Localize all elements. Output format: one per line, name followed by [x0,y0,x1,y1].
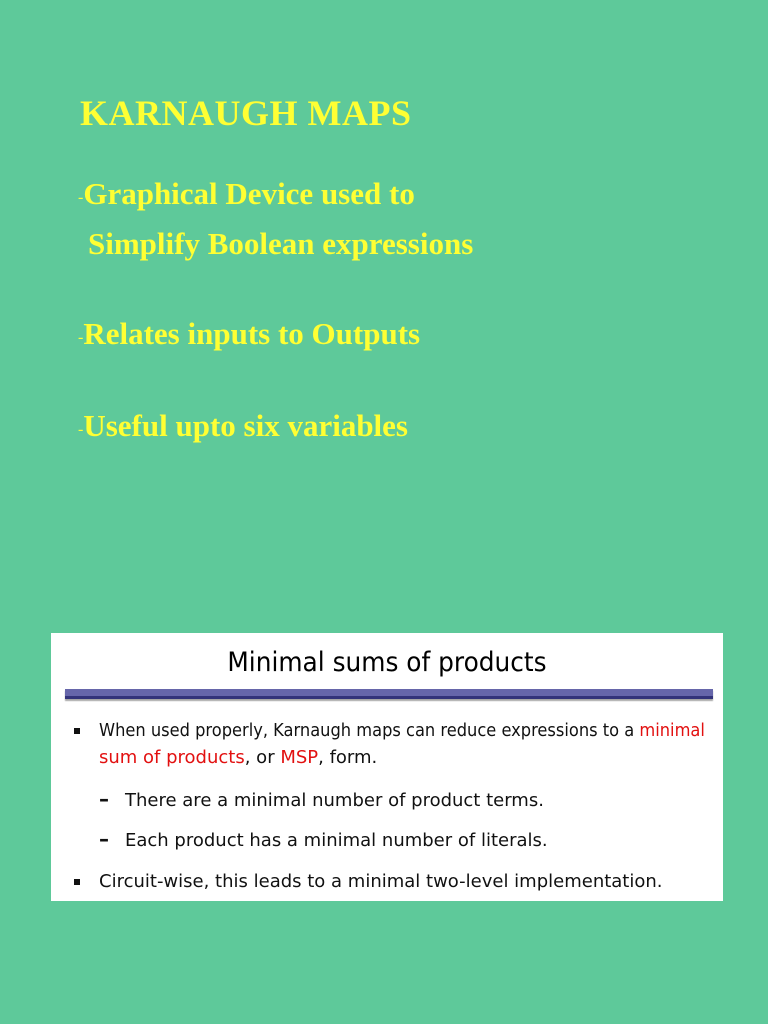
sub-point-2: Each product has a minimal number of literals. [125,830,548,851]
sub-bullet-dash: – [99,827,109,851]
bullet-text-line1: Graphical Device used to [83,176,415,211]
point-1-text-mid: , or [244,747,281,768]
sub-point-1: There are a minimal number of product terms. [125,790,544,811]
bullet-text: Relates inputs to Outputs [83,316,421,351]
point-1-line-2 [99,746,377,770]
sub-bullet-dash: – [99,787,109,811]
point-2: Circuit-wise, this leads to a minimal two-level implementation. [99,871,663,892]
bullet-dash: - [78,329,84,346]
point-1-text-end: , form. [318,747,378,768]
highlight-msp: MSP [280,747,319,768]
bullet-text-line2: Simplify Boolean expressions [88,226,474,261]
bullet-dash: - [78,189,84,206]
embedded-slide-image [51,633,723,901]
square-bullet-icon [74,728,80,734]
panel-title: Minimal sums of products [227,647,547,678]
bullet-useful-upto [78,408,408,448]
square-bullet-icon [74,879,80,885]
highlight-minimal: minimal [639,720,705,741]
bullet-dash: - [78,421,84,438]
point-1-text: When used properly, Karnaugh maps can reduce expressions to a [99,720,640,741]
highlight-sum-of-products: sum of products [99,747,245,768]
title-divider [65,689,713,699]
bullet-relates-inputs [78,316,420,356]
bullet-graphical-device [78,176,473,262]
bullet-text: Useful upto six variables [83,408,408,443]
point-1-line-1 [99,719,705,743]
slide-title: KARNAUGH MAPS [80,93,412,133]
